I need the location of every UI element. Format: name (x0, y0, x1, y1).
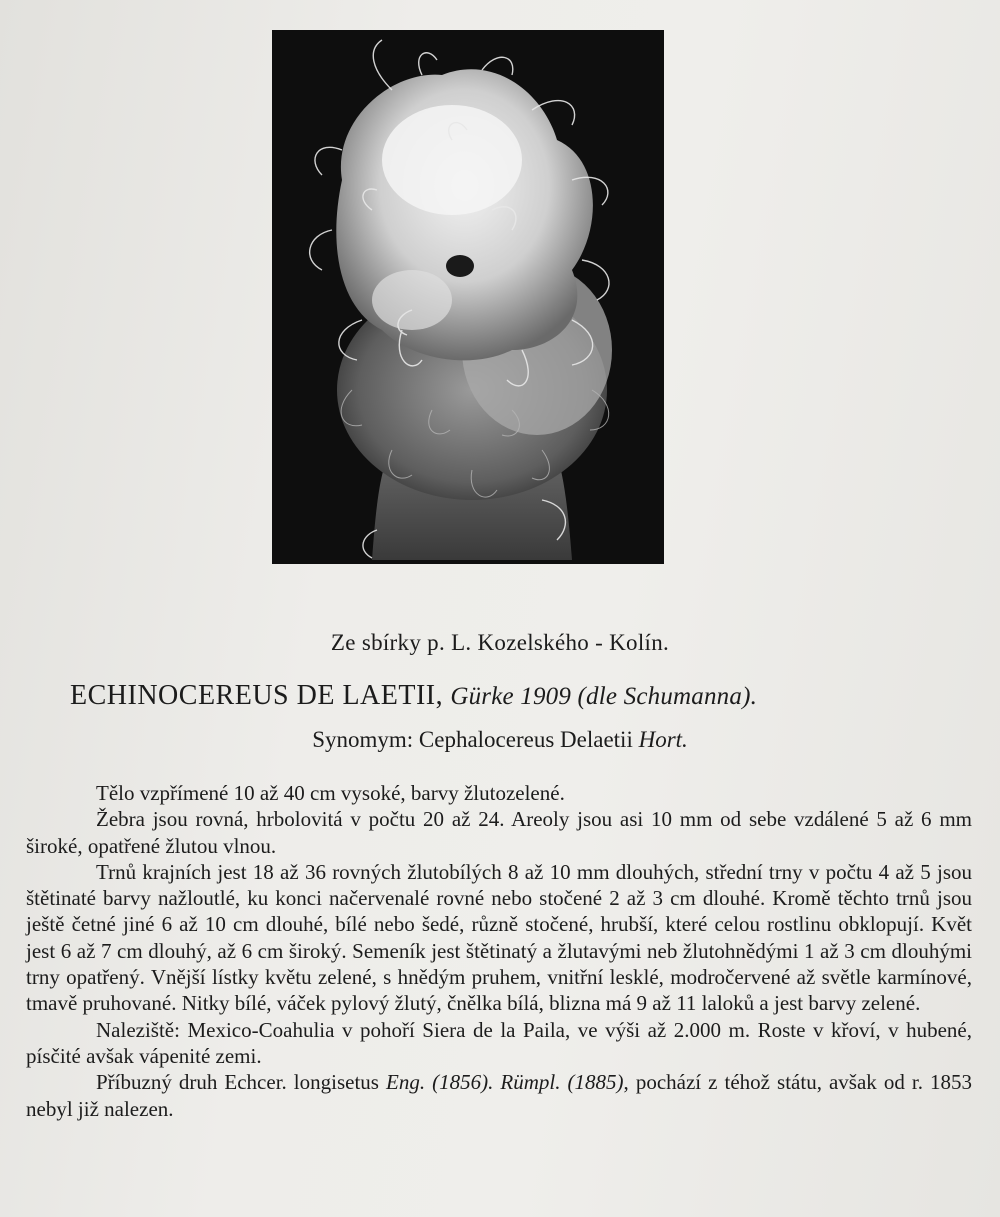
synonym-name: Cephalocereus Delaetii (418, 727, 633, 752)
paragraph-locality: Naleziště: Mexico-Coahulia v pohoří Siera de la Paila, ve výši až 2.000 m. Roste v křoví, v hubené, písčité avšak vápenité zemi. (26, 1017, 972, 1068)
description-body (26, 780, 972, 1122)
related-text-start: Příbuzný druh Echcer. longisetus (96, 1070, 379, 1095)
related-text-end: , pochází z téhož státu, avšak od r. 1853 nebyl již nalezen. (26, 1070, 972, 1121)
synonym-authority: Hort. (638, 727, 688, 752)
related-authorities: Eng. (1856). Rümpl. (1885) (386, 1070, 624, 1095)
species-authority: Gürke 1909 (dle Schumanna). (450, 683, 758, 710)
species-name: ECHINOCEREUS DE LAETII, (70, 680, 444, 711)
species-heading (70, 680, 950, 712)
paragraph-ribs: Žebra jsou rovná, hrbolovitá v počtu 20 až 24. Areoly jsou asi 10 mm od sebe vzdálené 5 až 6 mm široké, opatřené žlutou vlnou. (26, 807, 972, 858)
cactus-illustration (272, 30, 664, 564)
paragraph-body: Tělo vzpřímené 10 až 40 cm vysoké, barvy žlutozelené. (96, 781, 565, 805)
paragraph-spines-flower: Trnů krajních jest 18 až 36 rovných žlutobílých 8 až 10 mm dlouhých, střední trny v počtu 4 až 5 jsou štětinaté barvy nažloutlé, ku konci načervenalé rovné nebo stočené 2 až 3 cm dlouhé. Kromě těchto trnů jsou ještě četné jiné 6 až 10 cm dlouhé, bílé nebo šedé, různě stočené, hrubší, které celou rostlinu obklopují. Květ jest 6 až 7 cm dlouhý, až 6 cm široký. Semeník jest štětinatý a žlutavými neb žlutohnědými 1 až 3 cm dlouhými trny opatřený. Vnější lístky květu zelené, s hnědým pruhem, vnitřní lesklé, modročervené až světle karmínové, tmavě pruhované. Nitky bílé, váček pylový žlutý, čnělka bílá, blizna má 9 až 11 laloků a jest barvy zelené. (26, 859, 972, 1016)
cactus-photograph (272, 30, 664, 564)
photo-caption: Ze sbírky p. L. Kozelského - Kolín. (330, 630, 670, 655)
paragraph-related (26, 1069, 972, 1122)
synonym-line (0, 727, 1000, 753)
synonym-label: Synomym: (312, 727, 414, 752)
